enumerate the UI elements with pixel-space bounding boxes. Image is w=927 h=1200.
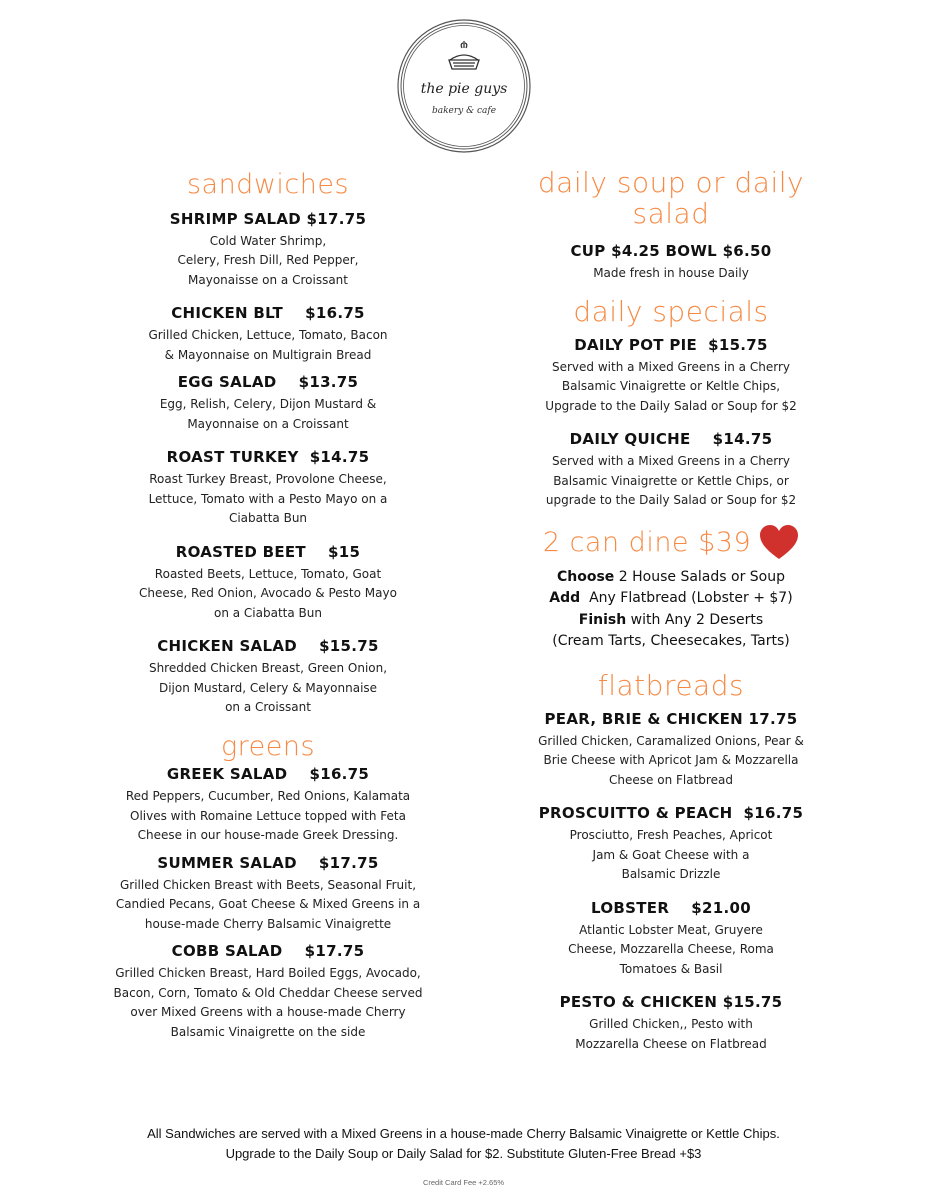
menu-item-description (88, 232, 448, 291)
menu-item-title: PROSCUITTO & PEACH $16.75 (538, 804, 804, 823)
description-line: Cheese, Mozzarella Cheese, Roma (568, 942, 774, 957)
dine-row-text: Any Flatbread (Lobster + $7) (580, 590, 793, 607)
menu-item (88, 637, 448, 718)
description-line: on a Ciabatta Bun (214, 605, 322, 620)
menu-item-description (88, 787, 448, 846)
description-line: Candied Pecans, Goat Cheese & Mixed Greens in a (115, 897, 421, 912)
description-line: Cheese, Red Onion, Avocado & Pesto Mayo (139, 586, 397, 601)
description-line: Roast Turkey Breast, Provolone Cheese, (149, 472, 387, 487)
description-line: Red Peppers, Cucumber, Red Onions, Kalamata (125, 789, 411, 804)
greens-heading: greens (220, 730, 316, 762)
menu-item (88, 210, 448, 291)
description-line: Grilled Chicken Breast with Beets, Seasonal Fruit, (119, 877, 417, 892)
menu-item-description (88, 395, 448, 434)
pie-icon (449, 41, 479, 69)
description-line: Mayonnaise on a Croissant (187, 416, 349, 431)
menu-item-description (495, 1015, 847, 1054)
menu-item (88, 765, 448, 846)
menu-item-title: LOBSTER $21.00 (591, 898, 751, 917)
menu-item-title: EGG SALAD $13.75 (177, 373, 359, 392)
greens-list (88, 765, 448, 1042)
menu-item-description (495, 826, 847, 885)
menu-item-description (88, 964, 448, 1042)
menu-item-title: ROAST TURKEY $14.75 (166, 448, 370, 467)
description-line: Shredded Chicken Breast, Green Onion, (148, 661, 388, 676)
description-line: Upgrade to the Daily Salad or Soup for $2 (545, 398, 797, 413)
footer-note (0, 1124, 927, 1164)
dine-row (495, 567, 847, 589)
menu-item-title: ROASTED BEET $15 (175, 542, 361, 561)
menu-item-title: CHICKEN SALAD $15.75 (157, 637, 379, 656)
description-line: Celery, Fresh Dill, Red Pepper, (177, 253, 359, 268)
logo-badge (396, 18, 532, 154)
description-line: Ciabatta Bun (228, 511, 308, 526)
soup-item (495, 242, 847, 284)
description-line: Olives with Romaine Lettuce topped with Feta (130, 808, 406, 823)
dine-row-label: Add (549, 590, 581, 607)
two-can-dine-header (495, 525, 847, 561)
menu-item (88, 373, 448, 434)
description-line: on a Croissant (225, 700, 311, 715)
menu-item (495, 336, 847, 417)
menu-item-title: SHRIMP SALAD $17.75 (169, 209, 367, 228)
description-line: Tomatoes & Basil (619, 961, 723, 976)
credit-card-fee: Credit Card Fee +2.65% (422, 1178, 505, 1187)
description-line: Grilled Chicken,, Pesto with (589, 1017, 753, 1032)
logo (396, 18, 532, 154)
menu-item-description (495, 921, 847, 980)
description-line: Bacon, Corn, Tomato & Old Cheddar Cheese served (113, 985, 423, 1000)
description-line: Jam & Goat Cheese with a (592, 847, 750, 862)
menu-item-description (88, 659, 448, 718)
description-line: Grilled Chicken Breast, Hard Boiled Eggs, Avocado, (115, 966, 421, 981)
description-line: Lettuce, Tomato with a Pesto Mayo on a (148, 491, 388, 506)
sandwich-list (88, 210, 448, 718)
description-line: Roasted Beets, Lettuce, Tomato, Goat (154, 566, 382, 581)
footer-line-1: All Sandwiches are served with a Mixed Greens in a house-made Cherry Balsamic Vinaigrette or Kettle Chips. (147, 1126, 780, 1141)
dine-row-text: with Any 2 Deserts (626, 611, 764, 628)
description-line: Served with a Mixed Greens in a Cherry (552, 454, 790, 469)
right-column (495, 168, 847, 1068)
specials-heading: daily specials (573, 295, 769, 329)
menu-item-title: CHICKEN BLT $16.75 (171, 304, 365, 323)
menu-item-title: PEAR, BRIE & CHICKEN 17.75 (544, 709, 798, 728)
description-line: Prosciutto, Fresh Peaches, Apricot (569, 828, 773, 843)
description-line: Grilled Chicken, Lettuce, Tomato, Bacon (148, 328, 388, 343)
description-line: Cheese in our house-made Greek Dressing. (137, 828, 399, 843)
svg-text:the pie guys: the pie guys (420, 81, 508, 97)
soup-desc: Made fresh in house Daily (593, 265, 749, 280)
menu-item (495, 899, 847, 980)
menu-item-description (495, 452, 847, 511)
flatbreads-heading: flatbreads (597, 668, 745, 702)
menu-item-title: COBB SALAD $17.75 (171, 942, 365, 961)
menu-item-title: DAILY POT PIE $15.75 (574, 335, 768, 354)
menu-item (88, 543, 448, 624)
menu-item (88, 448, 448, 529)
soup-heading: daily soup or daily salad (537, 166, 805, 230)
dine-row-label: Choose (557, 568, 615, 585)
description-line: house-made Cherry Balsamic Vinaigrette (144, 916, 392, 931)
dine-row (495, 610, 847, 632)
description-line: Balsamic Vinaigrette on the side (170, 1024, 366, 1039)
menu-item-description (88, 876, 448, 935)
menu-item (495, 430, 847, 511)
menu-item (88, 942, 448, 1042)
menu-item-title: PESTO & CHICKEN $15.75 (559, 993, 783, 1012)
menu-item-description (495, 358, 847, 417)
description-line: over Mixed Greens with a house-made Cherry (130, 1005, 406, 1020)
specials-list (495, 336, 847, 511)
menu-item (495, 804, 847, 885)
menu-item (88, 854, 448, 935)
left-column (88, 170, 448, 1050)
dine-row (495, 588, 847, 610)
description-line: Cold Water Shrimp, (209, 233, 327, 248)
dine-row-label: Finish (578, 611, 627, 628)
two-can-dine-details (495, 567, 847, 653)
two-can-dine-heading: 2 can dine $39 (542, 527, 752, 559)
menu-item-description (495, 732, 847, 791)
description-line: Cheese on Flatbread (609, 772, 733, 787)
menu-item-description (88, 470, 448, 529)
dine-row (495, 631, 847, 653)
menu-item-description (88, 565, 448, 624)
menu-item (88, 304, 448, 365)
dine-row-text: (Cream Tarts, Cheesecakes, Tarts) (552, 633, 790, 650)
dine-row-text: 2 House Salads or Soup (614, 568, 785, 585)
svg-text:bakery & cafe: bakery & cafe (431, 106, 497, 116)
footer-line-2: Upgrade to the Daily Soup or Daily Salad for $2. Substitute Gluten-Free Bread +$3 (225, 1146, 702, 1161)
description-line: Mayonaisse on a Croissant (188, 272, 348, 287)
description-line: Balsamic Drizzle (621, 867, 721, 882)
menu-item-title: SUMMER SALAD $17.75 (157, 853, 379, 872)
menu-item (495, 710, 847, 791)
description-line: Served with a Mixed Greens in a Cherry (552, 359, 790, 374)
description-line: upgrade to the Daily Salad or Soup for $2 (545, 493, 797, 508)
description-line: Atlantic Lobster Meat, Gruyere (579, 922, 763, 937)
description-line: Balsamic Vinaigrette or Kettle Chips, or (553, 473, 789, 488)
sandwiches-heading: sandwiches (186, 169, 350, 200)
description-line: Brie Cheese with Apricot Jam & Mozzarella (543, 753, 799, 768)
description-line: Mozzarella Cheese on Flatbread (575, 1036, 767, 1051)
description-line: Dijon Mustard, Celery & Mayonnaise (158, 680, 378, 695)
menu-item-title: DAILY QUICHE $14.75 (569, 430, 773, 449)
menu-item-title: GREEK SALAD $16.75 (166, 765, 370, 784)
soup-price: CUP $4.25 BOWL $6.50 (570, 241, 772, 260)
flatbread-list (495, 710, 847, 1055)
description-line: Balsamic Vinaigrette or Keltle Chips, (561, 379, 781, 394)
description-line: & Mayonnaise on Multigrain Bread (164, 347, 372, 362)
description-line: Grilled Chicken, Caramalized Onions, Pear & (538, 733, 804, 748)
description-line: Egg, Relish, Celery, Dijon Mustard & (159, 397, 377, 412)
menu-item-description (88, 326, 448, 365)
heart-icon (759, 525, 799, 561)
menu-item (495, 993, 847, 1054)
